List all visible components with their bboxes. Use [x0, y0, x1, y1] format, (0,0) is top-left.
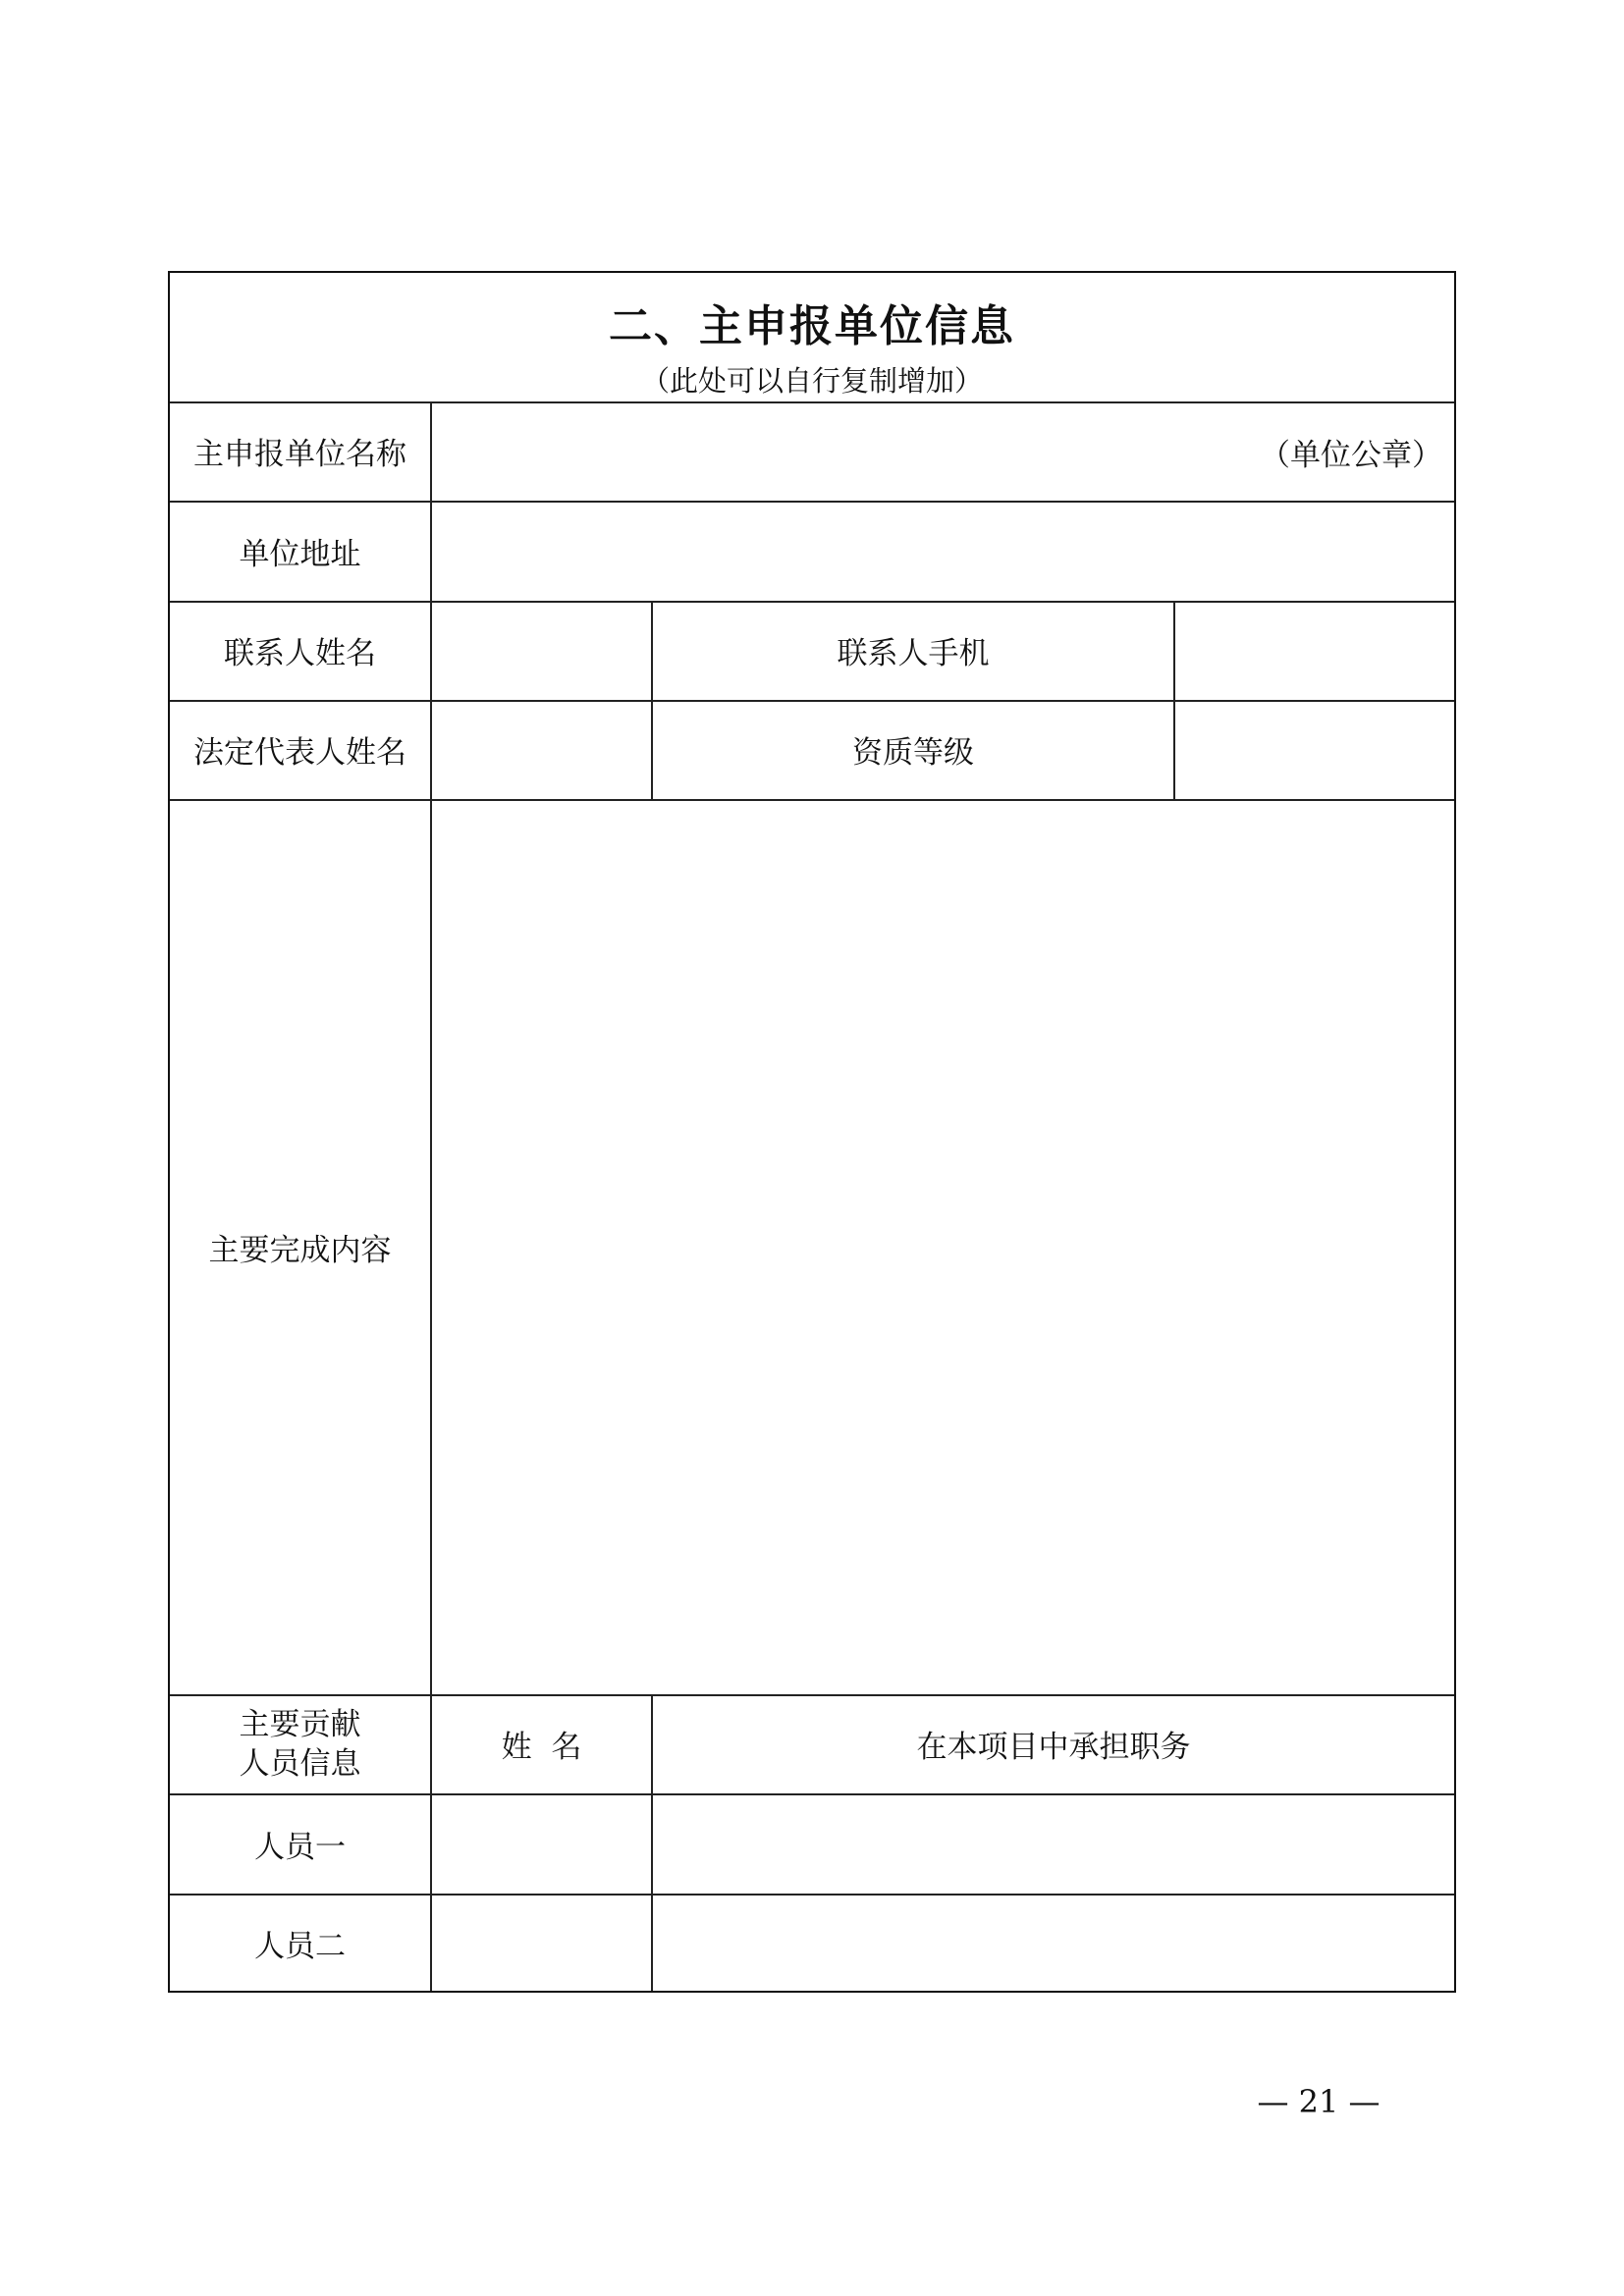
- person-two-name-field[interactable]: [432, 1896, 651, 1992]
- person-two-role-field[interactable]: [653, 1896, 1454, 1992]
- contact-phone-label: 联系人手机: [837, 636, 990, 671]
- legal-rep-field[interactable]: [432, 702, 651, 799]
- qualification-field[interactable]: [1175, 702, 1454, 799]
- person-one-name-field[interactable]: [432, 1795, 651, 1894]
- contributors-label: [170, 1694, 430, 1793]
- address-field[interactable]: [432, 503, 1454, 601]
- qualification-label: 资质等级: [852, 735, 974, 771]
- main-content-label: 主要完成内容: [208, 1232, 392, 1268]
- person-one-role-field[interactable]: [653, 1795, 1454, 1894]
- applicant-unit-form-table: [168, 271, 1456, 1993]
- contact-name-field[interactable]: [432, 603, 651, 700]
- address-label: 单位地址: [239, 536, 361, 572]
- page-number: — 21 —: [1257, 2083, 1380, 2120]
- main-content-field[interactable]: [432, 801, 1454, 1694]
- contributors-label-line1: 主要贡献: [239, 1706, 361, 1742]
- section-title: 二、主申报单位信息: [609, 301, 1015, 351]
- name-column-header: 姓 名: [501, 1730, 582, 1765]
- role-column-header: 在本项目中承担职务: [916, 1730, 1191, 1765]
- contact-phone-field[interactable]: [1175, 603, 1454, 700]
- person-two-label: 人员二: [254, 1928, 346, 1964]
- section-subtitle: （此处可以自行复制增加）: [640, 364, 983, 398]
- contributors-label-line2: 人员信息: [239, 1745, 361, 1782]
- unit-seal-note: （单位公章）: [1260, 438, 1442, 473]
- unit-name-field[interactable]: [432, 403, 1454, 501]
- contact-name-label: 联系人姓名: [224, 636, 376, 671]
- person-one-label: 人员一: [254, 1829, 346, 1865]
- legal-rep-label: 法定代表人姓名: [193, 735, 406, 771]
- unit-name-label: 主申报单位名称: [193, 437, 406, 472]
